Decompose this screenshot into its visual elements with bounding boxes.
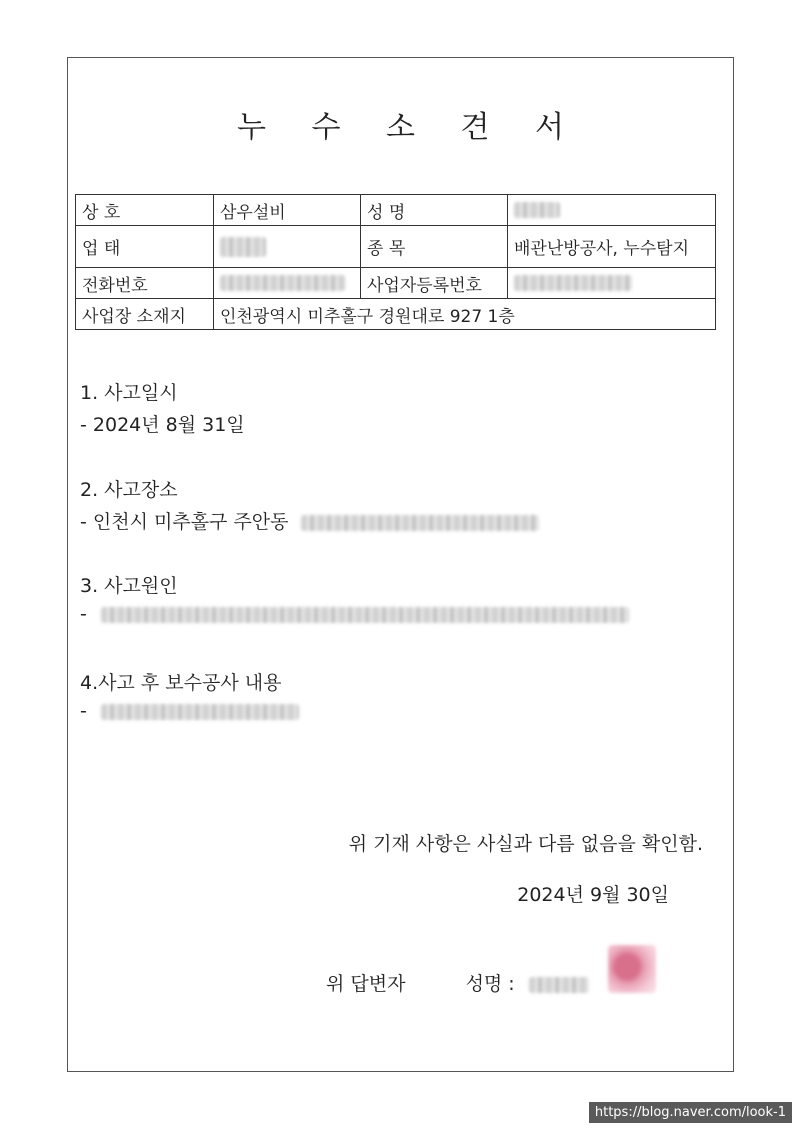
- table-row: [76, 268, 716, 299]
- table-row: [76, 226, 716, 268]
- redacted-address-detail: [301, 515, 539, 531]
- section-accident-place-line: - 인천시 미추홀구 주안동: [80, 507, 539, 534]
- label-name: 성 명: [361, 195, 508, 226]
- value-name-redacted: [508, 195, 716, 226]
- table-row: [76, 195, 716, 226]
- section-repair-line: -: [80, 700, 299, 722]
- label-business-type: 업 태: [76, 226, 214, 268]
- label-registration-number: 사업자등록번호: [361, 268, 508, 299]
- confirmation-statement: 위 기재 사항은 사실과 다름 없음을 확인함.: [348, 833, 703, 855]
- value-phone-redacted: [214, 268, 361, 299]
- section-accident-place-heading: 2. 사고장소: [80, 479, 178, 501]
- label-phone: 전화번호: [76, 268, 214, 299]
- respondent-label: 위 답변자: [326, 973, 406, 995]
- business-info-table: [75, 194, 716, 330]
- blog-watermark: https://blog.naver.com/look-1: [589, 1102, 792, 1123]
- value-address: 인천광역시 미추홀구 경원대로 927 1층: [214, 299, 716, 330]
- seal-stamp: [608, 945, 656, 993]
- redacted-cause-detail: [101, 607, 629, 623]
- section-accident-cause-line: -: [80, 603, 629, 625]
- name-label: 성명 :: [465, 973, 515, 995]
- value-business-type-redacted: [214, 226, 361, 268]
- section-accident-cause-heading: 3. 사고원인: [80, 575, 178, 597]
- redacted-signer-name: [529, 977, 589, 993]
- section-repair-heading: 4.사고 후 보수공사 내용: [80, 672, 282, 694]
- value-registration-redacted: [508, 268, 716, 299]
- redacted-repair-detail: [101, 704, 299, 720]
- document-page: [67, 57, 734, 1072]
- document-date: 2024년 9월 30일: [517, 884, 669, 906]
- label-company: 상 호: [76, 195, 214, 226]
- label-address: 사업장 소재지: [76, 299, 214, 330]
- document-title: 누 수 소 견 서: [236, 110, 583, 145]
- table-row: [76, 299, 716, 330]
- label-item: 종 목: [361, 226, 508, 268]
- section-accident-date-heading: 1. 사고일시: [80, 382, 178, 404]
- signature-line: [326, 969, 589, 996]
- value-company: 삼우설비: [214, 195, 361, 226]
- section-accident-date-line: - 2024년 8월 31일: [80, 414, 245, 436]
- value-item: 배관난방공사, 누수탐지: [508, 226, 716, 268]
